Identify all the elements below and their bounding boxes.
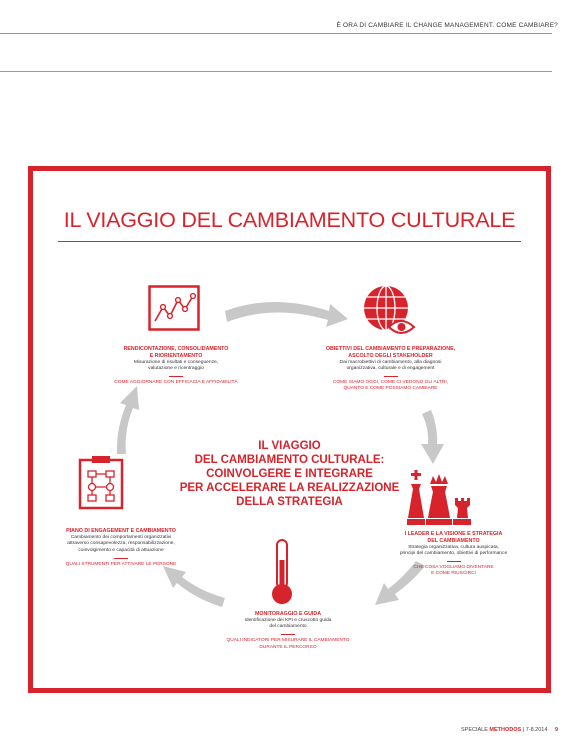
thermometer-icon [269,538,295,606]
step-piano [41,528,201,568]
step-title: OBIETTIVI DEL CAMBIAMENTO E PREPARAZIONE, [325,346,456,352]
page-footer [461,727,558,733]
step-text: Dai macrobiettivi di cambiamento, alla diagnosi [339,359,442,365]
step-question: QUALI STRUMENTI PER ATTIVARE LE PERSONE [65,561,177,567]
center-title-line: DELLA STRATEGIA [236,496,343,509]
step-monitoraggio [193,611,383,651]
footer-issue: | 7-8.2014 [521,727,548,733]
step-title: RENDICONTAZIONE, CONSOLIDAMENTO [123,346,229,352]
footer-publication: SPECIALE [460,727,488,733]
step-text: coinvolgimento e capacità di attuazione [78,548,164,554]
chess-pieces-icon [407,470,471,526]
step-text: Misurazione di risultati e conseguenze, [133,359,219,365]
center-title-line: IL VIAGGIO [258,440,321,452]
step-question: COME SIAMO OGGI, COME CI VEDONO GLI ALTRI, [332,379,449,385]
clipboard-plan-icon [77,454,125,510]
step-divider [169,376,183,377]
arrow-top [225,302,348,327]
step-leader [366,531,541,578]
step-text: principi del cambiamento, obiettivi di performance [399,551,508,557]
center-title-line: PER ACCELERARE LA REALIZZAZIONE [179,482,400,495]
globe-eye-icon [361,283,417,339]
step-question: QUANTO E COME POSSIAMO CAMBIARE [343,386,438,392]
infographic-frame [28,166,551,693]
step-text: valutazione e ricentraggio [148,366,204,372]
center-title-line: DEL CAMBIAMENTO CULTURALE: [194,454,385,467]
center-title-line: COINVOLGERE E INTEGRARE [206,468,373,481]
step-divider [114,558,128,559]
step-title: PIANO DI ENGAGEMENT E CAMBIAMENTO [66,528,176,534]
step-question: E COME RIUSCIRCI [431,571,476,577]
running-header-title: È ORA DI CAMBIARE IL CHANGE MANAGEMENT. COME CAMBIARE? [336,22,558,29]
step-question: DURANTE IL PERCORSO [259,644,317,650]
step-divider [447,561,461,562]
step-title: E RIORIENTAMENTO [149,352,203,359]
step-text: del cambiamento [269,624,307,630]
step-text: attraverso consapevolezza, responsabilizzazione, [67,541,175,547]
footer-brand: METHODOS [489,727,522,733]
page-number: 9 [554,727,558,733]
step-divider [281,634,295,635]
step-text: Strategia organizzativa, cultura auspicata, [408,544,499,550]
step-title: I LEADER E LA VISIONE E STRATEGIA [404,531,503,537]
header-rule-lower [0,71,552,72]
arrow-bottom-left [163,566,225,607]
step-text: Cambiamento dei comportamenti organizzativi [70,534,172,540]
infographic-title: IL VIAGGIO DEL CAMBIAMENTO CULTURALE [63,208,516,232]
step-text: organizzativa, culturale e di engagement [346,366,435,372]
center-title [133,439,446,509]
step-divider [384,376,398,377]
step-rendicontazione [91,346,261,386]
step-text: Identificazione dei KPI e cruscotto guida [244,617,332,623]
step-question: COME AGGIORNARE CON EFFICACIA E AFFIDABILITÀ [114,379,238,385]
step-title: DEL CAMBIAMENTO [427,537,480,544]
step-question: QUALI INDICATORI PER MISURARE IL CAMBIAMENTO [226,638,350,644]
step-title: MONITORAGGIO E GUIDA [254,611,322,617]
line-chart-icon [148,285,200,333]
step-title: ASCOLTO DEGLI STAKEHOLDER [348,352,433,359]
step-question: CHE COSA VOGLIAMO DIVENTARE [413,564,494,570]
header-rule [0,33,552,34]
step-obiettivi [303,346,478,393]
